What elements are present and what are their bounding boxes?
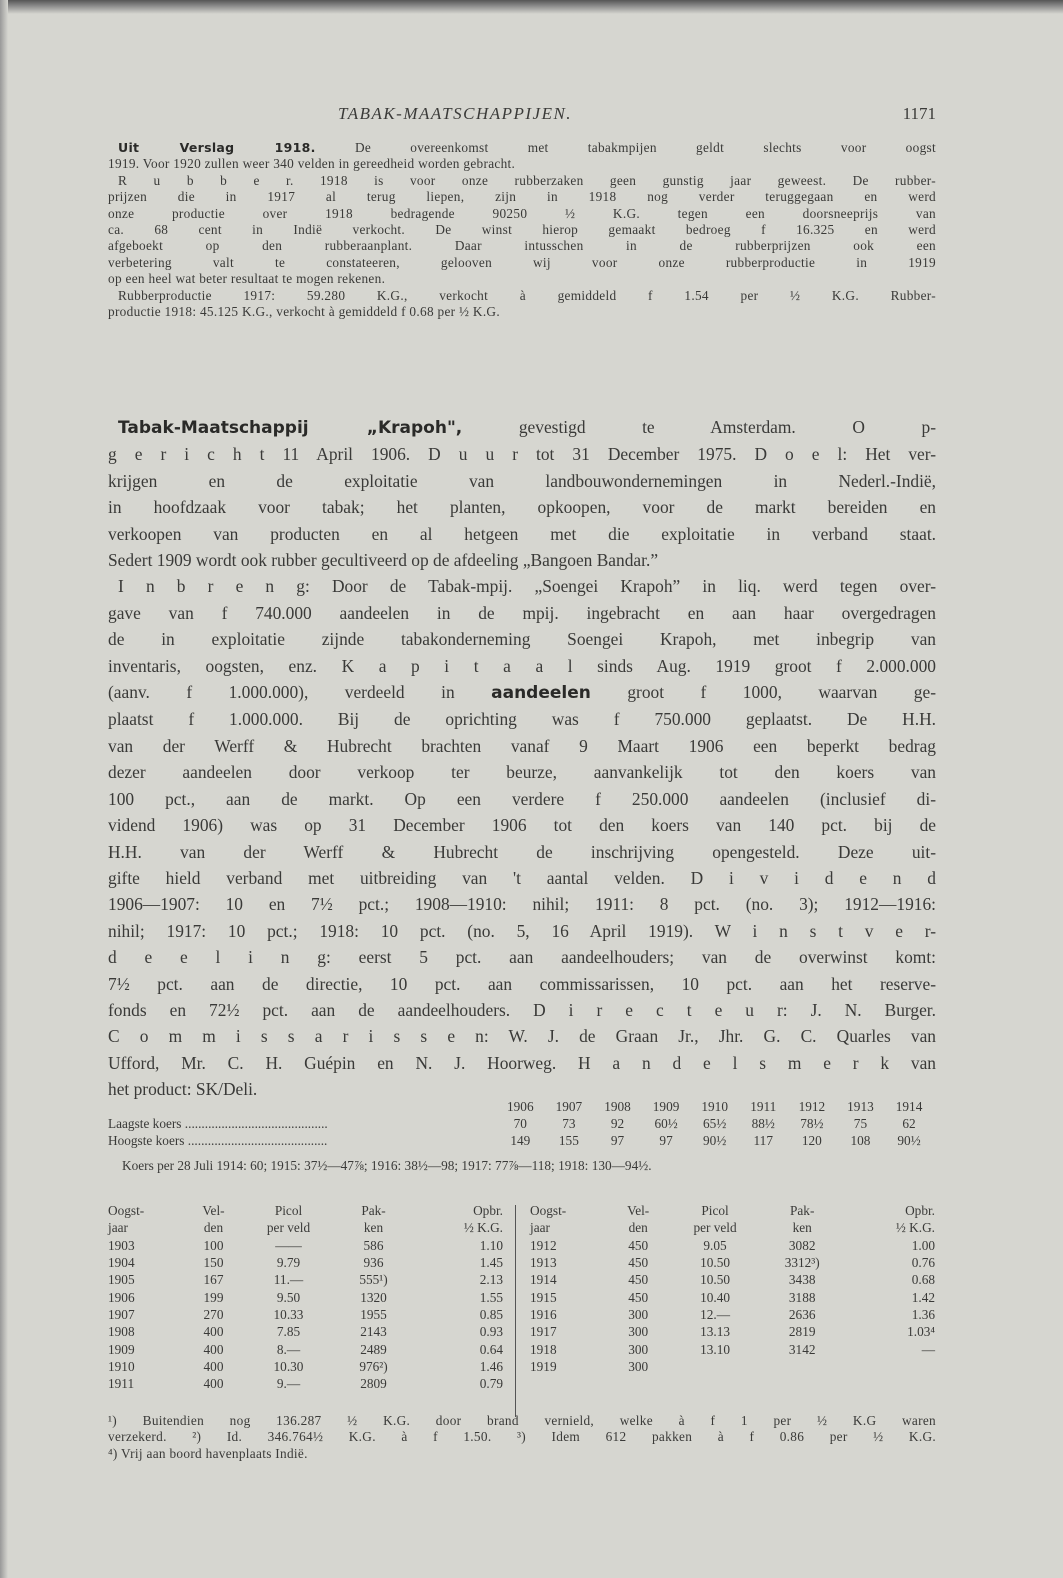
column-header: Opbr. [473, 1203, 503, 1219]
emphasis-text: aandeelen [491, 683, 591, 704]
table-cell: 150 [203, 1255, 224, 1271]
table-cell: 10.40 [700, 1289, 731, 1305]
table-cell: 586 [363, 1237, 384, 1253]
price-cell: 97 [659, 1133, 673, 1148]
table-cell: 2636 [788, 1306, 816, 1322]
text-segment: groot f 1000, waarvan ge- [590, 682, 936, 703]
year-header: 1913 [847, 1099, 874, 1114]
table-cell: 450 [628, 1255, 649, 1271]
text-line: onze productie over 1918 bedragende 90250 ½ K.G. tegen een doorsneeprijs van [108, 205, 936, 221]
text-line: 100 pct., aan de markt. Op een verdere f 250.000 aandeelen (inclusief di- [108, 788, 936, 809]
table-cell: 450 [628, 1272, 649, 1288]
table-cell: 1905 [108, 1272, 135, 1288]
table-cell: 450 [628, 1289, 649, 1305]
text-line: Sedert 1909 wordt ook rubber gecultiveerd op de afdeeling „Bangoen Bandar.” [108, 550, 659, 571]
table-cell: 9.50 [276, 1289, 301, 1305]
year-header: 1914 [895, 1099, 923, 1114]
table-cell: 1.03⁴ [907, 1324, 935, 1340]
table-cell: 1.36 [911, 1306, 935, 1322]
price-cell: 108 [850, 1133, 871, 1148]
text-segment: gevestigd te Amsterdam. O p- [462, 417, 936, 437]
table-cell: 1.42 [911, 1289, 935, 1305]
column-header: Picol [701, 1203, 729, 1219]
table-cell: 300 [628, 1341, 649, 1357]
text-segment: De overeenkomst met tabakmpijen geldt slechts voor oogst [315, 140, 936, 155]
table-cell: 1907 [108, 1306, 135, 1322]
table-cell: 2489 [360, 1341, 387, 1357]
text-line: afgeboekt op den rubberaanplant. Daar intusschen in de rubberprijzen ook een [108, 238, 936, 254]
column-header: Oogst- [530, 1203, 567, 1219]
table-cell: 1955 [360, 1306, 387, 1322]
header-row [108, 1219, 503, 1236]
price-table-header [108, 1098, 936, 1115]
price-cell: 88½ [751, 1116, 775, 1131]
table-cell: 300 [628, 1306, 649, 1322]
table-cell: 13.13 [700, 1324, 731, 1340]
text-line: verbetering valt te constateeren, gelooven wij voor onze rubberproductie in 1919 [108, 254, 936, 270]
price-row-label: Hoogste koers .......................................... [108, 1133, 328, 1148]
text-line: gifte hield verband met uitbreiding van 't aantal velden. D i v i d e n d [108, 867, 936, 888]
text-line: I n b r e n g: Door de Tabak-mpij. „Soengei Krapoh” in liq. werd tegen over- [118, 576, 936, 597]
table-cell: 7.85 [276, 1324, 301, 1340]
header-row [108, 1202, 503, 1219]
table-cell: 1320 [360, 1289, 387, 1305]
column-header: Picol [274, 1203, 303, 1219]
price-row-label: Laagste koers ........................................... [108, 1116, 328, 1131]
table-cell: 1908 [108, 1324, 135, 1340]
table-row [108, 1323, 503, 1340]
text-line: Ufford, Mr. C. H. Guépin en N. J. Hoorweg. H a n d e l s m e r k van [108, 1052, 936, 1073]
text-line: vidend 1906) was op 31 December 1906 tot den koers van 140 pct. bij de [108, 815, 936, 836]
column-header: ken [792, 1220, 812, 1236]
table-cell: 3188 [788, 1289, 816, 1305]
column-header: den [203, 1220, 224, 1236]
scan-top-edge [0, 0, 1063, 14]
harvest-table-left [108, 1202, 503, 1392]
table-cell: 1.46 [479, 1358, 503, 1374]
text-line: d e e l i n g: eerst 5 pct. aan aandeelhouders; van de overwinst komt: [108, 947, 936, 968]
price-cell: 120 [801, 1133, 822, 1148]
table-row [108, 1375, 503, 1392]
table-cell: 450 [628, 1237, 649, 1253]
table-cell: 0.85 [479, 1306, 503, 1322]
text-line: g e r i c h t 11 April 1906. D u u r tot 31 December 1975. D o e l: Het ver- [108, 444, 936, 465]
table-cell: 300 [628, 1324, 649, 1340]
column-header: Pak- [790, 1203, 815, 1219]
table-cell: 3312³) [784, 1255, 820, 1271]
price-cell: 149 [510, 1133, 531, 1148]
emphasis-text: Uit Verslag 1918. [118, 140, 316, 155]
text-line: ⁴) Vrij aan boord havenplaats Indië. [108, 1445, 308, 1461]
text-line [108, 679, 936, 706]
price-cell: 65½ [703, 1116, 727, 1131]
table-cell: — [921, 1341, 935, 1357]
table-cell: 2143 [360, 1324, 387, 1340]
table-cell: 0.76 [911, 1255, 935, 1271]
price-cell: 75 [853, 1116, 868, 1131]
table-cell: 8.— [276, 1341, 301, 1357]
text-line: 1906—1907: 10 en 7½ pct.; 1908—1910: nihil; 1911: 8 pct. (no. 3); 1912—1916: [108, 894, 936, 915]
text-line: het product: SK/Deli. [108, 1079, 258, 1100]
year-header: 1907 [555, 1099, 583, 1114]
price-cell: 90½ [703, 1133, 727, 1148]
price-cell: 70 [513, 1116, 527, 1131]
price-cell: 97 [610, 1133, 625, 1148]
column-header: per veld [266, 1220, 311, 1236]
table-cell: 12.— [700, 1306, 731, 1322]
table-cell: 400 [203, 1376, 224, 1392]
table-cell: 3082 [788, 1237, 816, 1253]
table-cell: 1919 [530, 1358, 557, 1374]
column-header: ken [363, 1220, 384, 1236]
table-cell: 1917 [530, 1324, 557, 1340]
column-header: Opbr. [905, 1203, 935, 1219]
table-cell: 2809 [360, 1376, 387, 1392]
year-header: 1909 [652, 1099, 680, 1114]
table-cell: 936 [363, 1255, 384, 1271]
table-cell: 0.79 [479, 1376, 503, 1392]
table-row [108, 1237, 503, 1254]
text-line: H.H. van der Werff & Hubrecht de inschrijving opengesteld. Deze uit- [108, 841, 936, 862]
table-cell [764, 1358, 841, 1375]
table-row [108, 1358, 503, 1375]
header-row [530, 1202, 935, 1219]
table-row [530, 1306, 935, 1323]
table-cell: 0.93 [479, 1324, 503, 1340]
year-header: 1910 [701, 1099, 728, 1114]
table-cell: 270 [203, 1306, 224, 1322]
table-cell: 1906 [108, 1289, 135, 1305]
text-line: C o m m i s s a r i s s e n: W. J. de Graan Jr., Jhr. G. C. Quarles van [108, 1026, 936, 1047]
text-line [108, 414, 936, 441]
running-title: TABAK-MAATSCHAPPIJEN. [338, 104, 573, 123]
table-cell: 2819 [788, 1324, 816, 1340]
table-cell: 100 [203, 1237, 224, 1253]
table-cell: 199 [203, 1289, 224, 1305]
table-row [108, 1306, 503, 1323]
table-cell: 1913 [530, 1255, 557, 1271]
table-cell: 1904 [108, 1255, 135, 1271]
table-cell: 13.10 [700, 1341, 731, 1357]
text-line: dezer aandeelen door verkoop ter beurze, aanvankelijk tot den koers van [108, 762, 936, 783]
text-segment: (aanv. f 1.000.000), verdeeld in [108, 682, 492, 703]
table-row [530, 1340, 935, 1357]
table-cell: 1916 [530, 1306, 557, 1322]
text-line: 7½ pct. aan de directie, 10 pct. aan commissarissen, 10 pct. aan het reserve- [108, 973, 936, 994]
text-line: verkoopen van producten en al hetgeen met die exploitatie in verband staat. [108, 523, 936, 544]
scan-left-edge [0, 0, 8, 1578]
column-header: Pak- [361, 1203, 386, 1219]
table-cell: 1911 [108, 1376, 135, 1392]
table-row [530, 1254, 935, 1271]
price-row [108, 1115, 936, 1132]
table-row [108, 1288, 503, 1305]
table-cell: 10.30 [273, 1358, 304, 1374]
text-line: prijzen die in 1917 al terug liepen, zijn in 1918 nog verder teruggegaan en werd [108, 189, 936, 205]
text-line: op een heel wat beter resultaat te mogen rekenen. [108, 271, 386, 287]
table-cell: 167 [203, 1272, 224, 1288]
table-cell: 0.68 [911, 1272, 935, 1288]
text-line: ca. 68 cent in Indië verkocht. De winst hierop gemaakt bedroeg f 16.325 en werd [108, 222, 936, 238]
price-cell: 117 [753, 1133, 773, 1148]
table-cell: 1910 [108, 1358, 135, 1374]
table-cell: 10.50 [700, 1272, 731, 1288]
table-row [530, 1271, 935, 1288]
price-cell: 92 [610, 1116, 625, 1131]
table-cell: 9.05 [703, 1237, 727, 1253]
koers-note: Koers per 28 Juli 1914: 60; 1915: 37½—47⅞; 1916: 38½—98; 1917: 77⅞—118; 1918: 130—94½. [122, 1158, 652, 1173]
table-divider [515, 1205, 516, 1417]
column-header: ½ K.G. [895, 1220, 935, 1236]
text-line: verzekerd. ²) Id. 346.764½ K.G. à f 1.50. ³) Idem 612 pakken à f 0.86 per ½ K.G. [108, 1429, 936, 1445]
header-row [530, 1219, 935, 1236]
text-line: productie 1918: 45.125 K.G., verkocht à gemiddeld f 0.68 per ½ K.G. [108, 304, 500, 320]
text-line: de in exploitatie zijnde tabakonderneming Soengei Krapoh, met inbegrip van [108, 629, 936, 650]
table-cell: 1914 [530, 1272, 557, 1288]
column-header: Oogst- [108, 1203, 145, 1219]
price-cell: 73 [562, 1116, 576, 1131]
table-cell: 1.45 [479, 1255, 503, 1271]
text-line: krijgen en de exploitatie van landbouwondernemingen in Nederl.-Indië, [108, 470, 936, 491]
table-cell: —— [275, 1237, 302, 1253]
footnotes [108, 1413, 936, 1462]
table-cell: 1909 [108, 1341, 135, 1357]
text-line: van der Werff & Hubrecht brachten vanaf 9 Maart 1906 een beperkt bedrag [108, 735, 936, 756]
table-cell: 300 [628, 1358, 649, 1374]
page-number: 1171 [902, 104, 936, 123]
table-cell: 10.50 [700, 1255, 731, 1271]
text-line: Rubberproductie 1917: 59.280 K.G., verkocht à gemiddeld f 1.54 per ½ K.G. Rubber- [118, 287, 936, 303]
table-cell: 11.— [273, 1272, 304, 1288]
text-line: gave van f 740.000 aandeelen in de mpij. ingebracht en aan haar overgedragen [108, 602, 936, 623]
table-row [530, 1237, 935, 1254]
table-cell: 400 [203, 1358, 224, 1374]
price-cell: 62 [902, 1116, 916, 1131]
price-row [108, 1132, 936, 1149]
column-header: Vel- [202, 1203, 225, 1219]
column-header: Vel- [627, 1203, 650, 1219]
price-cell: 90½ [897, 1133, 921, 1148]
year-header: 1908 [604, 1099, 631, 1114]
intro-section [108, 140, 936, 320]
table-row [530, 1358, 935, 1375]
table-cell: 9.79 [276, 1255, 301, 1271]
table-cell: 976²) [359, 1358, 388, 1374]
table-cell: 3438 [788, 1272, 816, 1288]
table-row [530, 1288, 935, 1305]
year-header: 1906 [507, 1099, 534, 1114]
table-cell: 1918 [530, 1341, 557, 1357]
text-line [108, 140, 936, 156]
text-line: plaatst f 1.000.000. Bij de oprichting was f 750.000 geplaatst. De H.H. [108, 709, 936, 730]
price-table [108, 1098, 936, 1149]
price-cell: 78½ [800, 1116, 824, 1131]
column-header: per veld [693, 1220, 737, 1236]
column-header: jaar [530, 1220, 550, 1236]
table-cell: 555¹) [359, 1272, 388, 1288]
column-header: ½ K.G. [463, 1220, 503, 1236]
table-cell: 3142 [788, 1341, 816, 1357]
table-cell: 9.— [276, 1376, 301, 1392]
price-cell: 155 [558, 1133, 579, 1148]
text-line: in hoofdzaak voor tabak; het planten, opkoopen, voor de markt bereiden en [108, 497, 936, 518]
table-cell: 1912 [530, 1237, 557, 1253]
table-cell [666, 1358, 763, 1375]
table-cell: 1.10 [479, 1237, 503, 1253]
year-header: 1911 [750, 1099, 777, 1114]
table-cell: 0.64 [479, 1341, 503, 1357]
text-line: fonds en 72½ pct. aan de aandeelhouders. D i r e c t e u r: J. N. Burger. [108, 999, 936, 1020]
text-line: 1919. Voor 1920 zullen weer 340 velden in gereedheid worden gebracht. [108, 156, 516, 172]
page-header [108, 104, 936, 128]
table-cell [841, 1358, 935, 1375]
harvest-table-right [530, 1202, 935, 1375]
table-row [108, 1340, 503, 1357]
text-line: nihil; 1917: 10 pct.; 1918: 10 pct. (no. 5, 16 April 1919). W i n s t v e r- [108, 920, 936, 941]
table-cell: 1.55 [479, 1289, 503, 1305]
table-cell: 1915 [530, 1289, 557, 1305]
company-description [108, 414, 936, 1103]
table-row [530, 1323, 935, 1340]
column-header: jaar [108, 1220, 128, 1236]
column-header: den [628, 1220, 648, 1236]
emphasis-text: Tabak-Maatschappij „Krapoh", [118, 418, 463, 438]
text-line: R u b b e r. 1918 is voor onze rubberzaken geen gunstig jaar geweest. De rubber- [118, 172, 936, 188]
text-line: ¹) Buitendien nog 136.287 ½ K.G. door brand vernield, welke à f 1 per ½ K.G waren [108, 1413, 936, 1428]
text-line: inventaris, oogsten, enz. K a p i t a a l sinds Aug. 1919 groot f 2.000.000 [108, 655, 936, 676]
table-cell: 400 [203, 1324, 224, 1340]
table-cell: 10.33 [273, 1306, 304, 1322]
table-cell: 2.13 [479, 1272, 503, 1288]
table-cell: 1.00 [911, 1237, 935, 1253]
table-cell: 400 [203, 1341, 224, 1357]
table-row [108, 1271, 503, 1288]
price-cell: 60½ [654, 1116, 678, 1131]
table-row [108, 1254, 503, 1271]
table-cell: 1903 [108, 1237, 135, 1253]
year-header: 1912 [798, 1099, 826, 1114]
